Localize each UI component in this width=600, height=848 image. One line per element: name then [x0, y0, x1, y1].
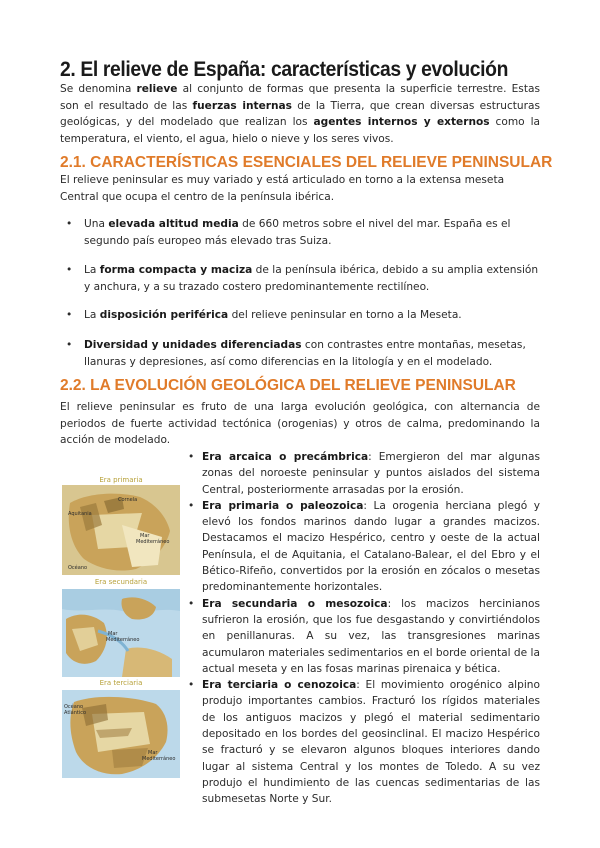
svg-text:Mediterráneo: Mediterráneo	[106, 637, 140, 643]
map-caption: Era terciaria	[99, 679, 143, 687]
bullet-icon: •	[188, 499, 195, 512]
map-era-terciaria	[62, 689, 180, 779]
list-item: • Una elevada altitud media de 660 metros sobre el nivel del mar. España es el segundo país europeo más elevado tras Suiza.	[66, 218, 511, 247]
section1-paragraph: El relieve peninsular es muy variado y está articulado en torno a la extensa meseta Central que ocupa el centro de la península ibérica.	[60, 174, 505, 203]
bullet-icon: •	[188, 451, 195, 463]
bullet-icon: •	[66, 339, 73, 351]
list-item: • La disposición periférica del relieve peninsular en torno a la Meseta.	[66, 307, 540, 324]
bullet-icon: •	[188, 679, 195, 692]
map-era-secundaria	[62, 588, 180, 678]
svg-text:Océano: Océano	[64, 704, 84, 710]
intro-paragraph: Se denomina relieve al conjunto de formas que presenta la superficie terrestre. Estas son el resultado de las fuerzas internas de la Tierra, que crean diversas estructuras geológicas, y del modelado que realizan los agentes internos y externos como la temperatura, el viento, el agua, hielo o nieve y los seres vivos.	[60, 83, 541, 145]
svg-text:Aquitania: Aquitania	[68, 511, 92, 517]
list-item: • Diversidad y unidades diferenciadas con contrastes entre montañas, mesetas, llanuras y depresiones, así como diferencias en la litología y en el modelado.	[66, 339, 526, 368]
page-title: 2. El relieve de España: características y evolución	[60, 58, 509, 81]
era-list	[188, 449, 540, 808]
bullet-icon: •	[66, 218, 73, 230]
svg-text:Océano: Océano	[68, 565, 88, 571]
bullet-icon: •	[66, 309, 73, 321]
svg-text:Atlántico: Atlántico	[64, 710, 87, 716]
list-item: • Era primaria o paleozoica: La orogenia herciana plegó y elevó los fondos marinos dando lugar a grandes macizos. Destacamos el macizo Hespérico, centro y oeste de la actual Península, el de Aquitania, el Catalano-Balear, el del Ebro y el Bético-Rifeño, convertidos por la erosión en zócalos o mesetas predominantemente horizontales.	[188, 499, 540, 594]
map-caption: Era primaria	[99, 476, 143, 484]
svg-text:Mar: Mar	[148, 750, 158, 756]
list-item: • Era terciaria o cenozoica: El movimiento orogénico alpino produjo importantes cambios. Fracturó los rígidos materiales de los antiguos macizos y plegó el material sedimentario depositado en los bordes del geosinclinal. El macizo Hespérico se fracturó y se elevaron algunos bloques interiores dando lugar al sistema Central y los montes de Toledo. A su vez produjo el hundimiento de las cuencas sedimentarias de las submesetas Norte y Sur.	[188, 679, 540, 806]
section-heading-evolution: 2.2. LA EVOLUCIÓN GEOLÓGICA DEL RELIEVE PENINSULAR	[60, 377, 516, 394]
svg-text:Mar: Mar	[140, 533, 150, 539]
list-item: • Era arcaica o precámbrica: Emergieron del mar algunas zonas del noroeste peninsular y puntos aislados del sistema Central, posteriormente arrasadas por la erosión.	[188, 451, 540, 496]
map-era-primaria	[62, 485, 180, 575]
map-caption: Era secundaria	[94, 578, 148, 586]
svg-text:Mar: Mar	[108, 631, 118, 637]
list-item: • Era secundaria o mesozoica: los macizos hercinianos sufrieron la erosión, que los fue desgastando y convirtiéndolos en penillanuras. A su vez, las transgresiones marinas acumularon materiales sedimentarios en el borde oriental de la actual meseta y en las fosas marinas pirenaica y bética.	[188, 597, 541, 675]
svg-text:Mediterráneo: Mediterráneo	[136, 539, 170, 545]
svg-text:Cornela: Cornela	[118, 497, 138, 503]
bullet-icon: •	[66, 264, 73, 276]
section2-paragraph: El relieve peninsular es fruto de una larga evolución geológica, con alternancia de periodos de fuerte actividad tectónica (orogenias) y otros de calma, predominando la acción de modelado.	[60, 401, 540, 446]
section-heading-characteristics: 2.1. CARACTERÍSTICAS ESENCIALES DEL RELIEVE PENINSULAR	[60, 154, 553, 171]
bullet-icon: •	[188, 597, 195, 610]
list-item: • La forma compacta y maciza de la península ibérica, debido a su amplia extensión y anchura, y a su trazado costero predominantemente rectilíneo.	[66, 264, 539, 293]
svg-text:Mediterráneo: Mediterráneo	[142, 756, 176, 762]
